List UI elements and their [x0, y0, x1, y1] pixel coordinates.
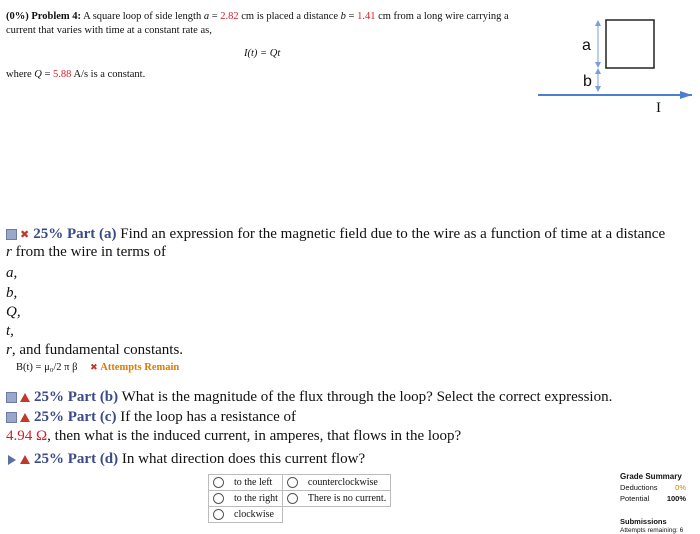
option-right[interactable]	[209, 491, 283, 507]
label-b: b	[583, 73, 592, 90]
warning-icon	[20, 455, 30, 464]
q-value: 5.88	[53, 69, 72, 80]
submissions-label: Submissions	[620, 517, 667, 526]
toggle-icon[interactable]	[6, 229, 17, 240]
part-a-text-2-rest: from the wire in terms of	[11, 244, 166, 260]
grade-summary	[620, 472, 686, 534]
option-left[interactable]	[209, 475, 283, 491]
var-q: Q	[34, 69, 42, 80]
arrow-b-up-icon	[595, 68, 601, 74]
part-c-percent: 25% Part (c)	[34, 409, 117, 425]
part-c-text: If the loop has a resistance of	[120, 409, 296, 425]
potential-row	[620, 494, 686, 503]
incorrect-x-icon: ✖	[20, 228, 30, 242]
arrow-a-up-icon	[595, 20, 601, 26]
option-no-current-label: There is no current.	[307, 492, 387, 504]
a-value: 2.82	[220, 11, 239, 22]
var-r-text: , and fundamental constants.	[11, 342, 184, 358]
part-c-text-2	[6, 428, 461, 445]
var-r-inline: r	[6, 244, 12, 260]
deductions-label: Deductions	[620, 483, 658, 492]
radio-right[interactable]	[213, 493, 224, 504]
where-text: where	[6, 69, 35, 80]
option-ccw-label: counterclockwise	[307, 476, 378, 488]
option-no-current[interactable]	[282, 491, 390, 507]
attempts-remain-label: Attempts Remain	[100, 362, 180, 373]
direction-options	[208, 474, 391, 523]
current-arrow-icon	[680, 91, 692, 99]
problem-text-c: cm from a long wire carrying a	[375, 11, 509, 22]
attempts-x-icon: ✖	[90, 363, 98, 373]
part-a-answer: B(t) = μ₀/2 π β	[16, 362, 78, 373]
problem-line-1	[6, 11, 509, 22]
attempts-remaining-text: Attempts remaining: 6	[620, 527, 684, 534]
var-r-item	[6, 342, 183, 359]
radio-no-current[interactable]	[287, 493, 298, 504]
option-right-label: to the right	[234, 492, 278, 504]
part-c-text-2-rest: , then what is the induced current, in amperes, that flows in the loop?	[47, 428, 462, 444]
var-r: r	[6, 342, 12, 358]
option-ccw[interactable]	[282, 475, 390, 491]
option-cw[interactable]	[209, 507, 283, 523]
var-b-item: b,	[6, 285, 18, 301]
warning-icon	[20, 413, 30, 422]
part-d-header[interactable]	[6, 451, 365, 468]
warning-icon	[20, 393, 30, 402]
problem-header: (0%) Problem 4:	[6, 11, 82, 22]
part-a-text-2	[6, 244, 166, 261]
label-current: I	[656, 100, 661, 116]
option-left-label: to the left	[234, 476, 273, 488]
radio-left[interactable]	[213, 477, 224, 488]
option-cw-label: clockwise	[234, 508, 274, 520]
part-d-text: In what direction does this current flow?	[121, 451, 366, 467]
part-a-percent: 25% Part (a)	[33, 226, 117, 242]
var-a: a	[203, 11, 210, 22]
part-a-text: Find an expression for the magnetic field due to the wire as a function of time at a distance	[120, 226, 666, 242]
option-empty-cell	[282, 507, 390, 523]
part-b-percent: 25% Part (b)	[34, 389, 119, 405]
var-t-item: t,	[6, 323, 14, 339]
toggle-icon[interactable]	[6, 412, 17, 423]
eq-sign-a: =	[209, 11, 221, 22]
arrow-b-down-icon	[595, 86, 601, 92]
where-line	[6, 69, 145, 80]
current-equation: I(t) = Qt	[244, 48, 281, 59]
problem-text-a: A square loop of side length	[83, 11, 204, 22]
arrow-a-down-icon	[595, 62, 601, 68]
part-d-percent: 25% Part (d)	[34, 451, 119, 467]
radio-cw[interactable]	[213, 509, 224, 520]
label-a: a	[582, 37, 591, 54]
resistance-value: 4.94 Ω	[6, 428, 48, 444]
b-value: 1.41	[357, 11, 376, 22]
radio-ccw[interactable]	[287, 477, 298, 488]
loop-diagram	[530, 10, 700, 120]
part-a-answer-row	[16, 362, 179, 373]
part-c-header[interactable]	[6, 409, 296, 426]
eq-sign-b: =	[345, 11, 358, 22]
part-a-header[interactable]	[6, 226, 665, 243]
problem-text-b: cm is placed a distance	[238, 11, 341, 22]
deductions-value: 0%	[675, 483, 686, 492]
potential-label: Potential	[620, 494, 650, 503]
expanded-arrow-icon[interactable]	[8, 455, 16, 465]
where-text-b: A/s is a constant.	[71, 69, 146, 80]
part-b-text: What is the magnitude of the flux through the loop? Select the correct expression.	[121, 389, 613, 405]
part-b-header[interactable]	[6, 389, 612, 406]
deductions-row	[620, 483, 686, 492]
toggle-icon[interactable]	[6, 392, 17, 403]
problem-line-2: current that varies with time at a constant rate as,	[6, 25, 212, 36]
potential-value: 100%	[666, 494, 686, 503]
grade-title: Grade Summary	[620, 472, 682, 481]
var-b: b	[340, 11, 346, 22]
var-a-item: a,	[6, 265, 18, 281]
eq-sign-q: =	[41, 69, 54, 80]
var-q-item: Q,	[6, 304, 21, 320]
square-loop	[606, 20, 654, 68]
